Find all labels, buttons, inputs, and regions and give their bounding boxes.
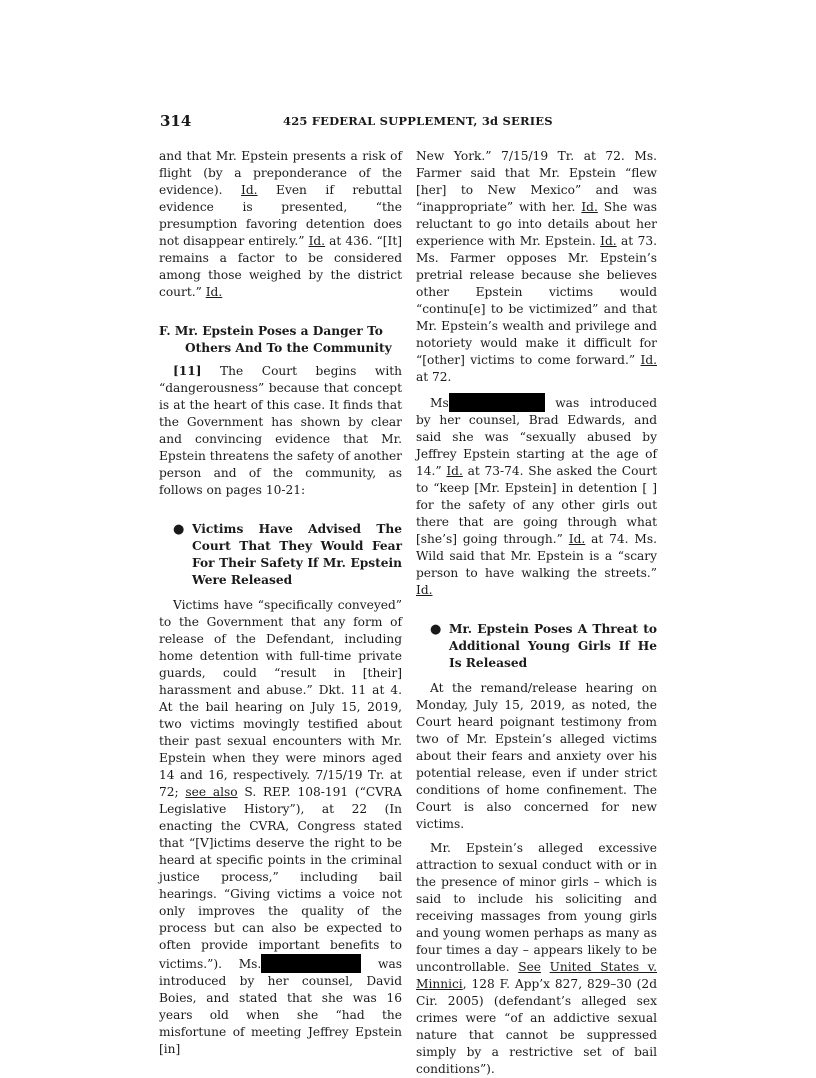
- text-span: at 74. Ms. Wild said that Mr. Epstein is a “scary person to have walking the streets.”: [416, 532, 657, 580]
- text-span: The Court begins with “dangerousness” because that concept is at the heart of this case. It finds that the Government has shown by clear and convincing evidence that Mr. Epstein threatens the safety of another person and of the community, as follows on pages 10-21:: [159, 364, 402, 497]
- text-span: was introduced by her counsel, Brad Edwards, and said she was “sexually abused by Jeffrey Epstein starting at the age of 14.”: [416, 396, 657, 478]
- text-span: and that Mr. Epstein presents a risk of flight (by a preponderance of the evidence).: [159, 149, 402, 197]
- citation-id: Id.: [205, 285, 223, 299]
- text-span: She was reluctant to go into details about her experience with Mr. Epstein.: [416, 200, 657, 248]
- citation-id: Id.: [241, 183, 258, 197]
- bullet-icon: ●: [430, 622, 442, 637]
- citation-id: Id.: [568, 532, 586, 546]
- citation-id: Id.: [600, 234, 617, 248]
- paragraph: [416, 840, 657, 1078]
- citation-id: Id.: [640, 353, 657, 367]
- signal-see: See: [518, 960, 542, 974]
- left-column: [159, 148, 402, 1058]
- bullet-heading-text: Mr. Epstein Poses A Threat to Additional Young Girls If He Is Released: [449, 622, 657, 670]
- paragraph: [416, 148, 657, 386]
- text-span: at 72.: [416, 370, 452, 384]
- text-span: Victims have “specifically conveyed” to the Government that any form of release of the Defendant, including home detention with full-time private guards, could “result in [their] harassment and abuse.” Dkt. 11 at 4. At the bail hearing on July 15, 2019, two victims movingly testified about their past sexual encounters with Mr. Epstein when they were minors aged 14 and 16, respectively. 7/15/19 Tr. at 72;: [159, 598, 402, 799]
- text-span: New York.” 7/15/19 Tr. at 72. Ms. Farmer said that Mr. Epstein “flew [her] to New Mexico” and was “inappropriate” with her.: [416, 149, 657, 214]
- case-name: United States v. Minnici: [416, 960, 658, 991]
- paragraph: At the remand/release hearing on Monday, July 15, 2019, as noted, the Court heard poignant testimony from two of Mr. Epstein’s alleged victims about their fears and anxiety over his potential release, even if under strict conditions of home confinement. The Court is also concerned for new victims.: [416, 681, 657, 831]
- text-span: Mr. Epstein’s alleged excessive attraction to sexual conduct with or in the presence of minor girls – which is said to include his soliciting and receiving massages from young girls and young women perhaps as many as four times a day – appears likely to be uncontrollable.: [416, 841, 657, 974]
- bullet-heading: [159, 521, 402, 589]
- text-span: at 73. Ms. Farmer opposes Mr. Epstein’s pretrial release because she believes other Epstein victims would “continu[e] to be victimized” and that Mr. Epstein’s wealth and privilege and notoriety would make it difficult for “[other] victims to come forward.”: [416, 234, 657, 367]
- right-column: [416, 148, 657, 1078]
- bullet-icon: ●: [173, 522, 185, 537]
- section-heading-line1: F. Mr. Epstein Poses a Danger To: [159, 324, 383, 338]
- paragraph: [159, 363, 402, 499]
- text-span: at 73-74. She asked the Court to “keep [Mr. Epstein] in detention [ ] for the safety of any other girls out there that are going through what [she’s] going through.”: [416, 464, 657, 546]
- redaction-box: [261, 954, 361, 973]
- text-span: Ms.: [238, 957, 262, 971]
- redaction-box: [449, 393, 545, 412]
- text-span: , 128 F. App’x 827, 829–30 (2d Cir. 2005) (defendant’s alleged sex crimes were “of an addictive sexual nature that cannot be suppressed simply by a restrictive set of bail conditions”).: [416, 977, 657, 1076]
- paragraph: [159, 148, 402, 301]
- signal-see-also: see also: [185, 785, 238, 799]
- citation-id: Id.: [416, 583, 433, 597]
- text-span: Ms: [430, 396, 449, 410]
- text-span: S. REP. 108-191 (“CVRA Legislative History”), at 22 (In enacting the CVRA, Congress stated that “[V]ictims deserve the right to be heard at specific points in the criminal justice process,” including bail hearings. “Giving victims a voice not only improves the quality of the process but can also be expected to often provide important benefits to victims.”).: [159, 785, 402, 971]
- paragraph: [416, 393, 657, 599]
- section-heading-line2: Others And To the Community: [185, 341, 392, 355]
- paragraph: [159, 597, 402, 1058]
- headnote-number: [11]: [173, 364, 202, 378]
- text-span: was introduced by her counsel, David Boies, and stated that she was 16 years old when she “had the misfortune of meeting Jeffrey Epstein [in]: [159, 957, 403, 1056]
- section-heading: [159, 323, 402, 357]
- page-number: 314: [160, 112, 192, 130]
- citation-id: Id.: [308, 234, 326, 248]
- bullet-heading-text: Victims Have Advised The Court That They Would Fear For Their Safety If Mr. Epstein Were Released: [192, 522, 402, 587]
- text-span: at 436. “[It] remains a factor to be considered among those weighed by the district court.”: [159, 234, 402, 299]
- citation-id: Id.: [581, 200, 598, 214]
- bullet-heading: [416, 621, 657, 672]
- citation-id: Id.: [446, 464, 463, 478]
- text-span: Even if rebuttal evidence is presented, “the presumption favoring detention does not disappear entirely.”: [159, 183, 402, 248]
- running-head: 425 FEDERAL SUPPLEMENT, 3d SERIES: [283, 114, 553, 128]
